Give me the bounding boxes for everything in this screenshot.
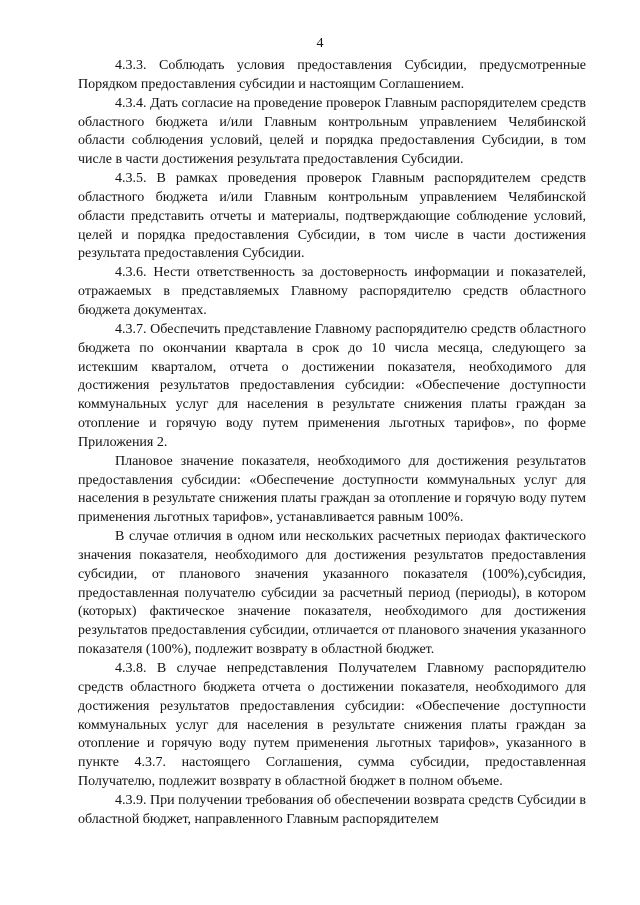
paragraph-4-3-7: 4.3.7. Обеспечить представление Главному распорядителю средств областного бюджета по окончании квартала в срок до 10 числа месяца, следующего за истекшим кварталом, отчета о достижении показателя, необходимого для достижения результатов предоставления субсидии: «Обеспечение доступности коммунальных услуг для населения в результате снижения платы граждан за отопление и горячую воду путем применения льготных тарифов», по форме Приложения 2.: [78, 321, 586, 450]
paragraph-4-3-3: 4.3.3. Соблюдать условия предоставления Субсидии, предусмотренные Порядком предоставления субсидии и настоящим Соглашением.: [78, 58, 586, 92]
document-body: [78, 57, 586, 830]
paragraph-deviation-case: В случае отличия в одном или нескольких расчетных периодах фактического значения показателя, необходимого для достижения результатов предоставления субсидии, от планового значения указанного показателя (100%),субсидия, предоставленная получателю субсидии за расчетный период (периоды), в котором (которых) фактическое значение показателя, необходимого для достижения результатов предоставления субсидии, отличается от планового значения указанного показателя (100%), подлежит возврату в областной бюджет.: [78, 529, 586, 658]
page-number: 4: [316, 36, 324, 51]
paragraph-4-3-6: 4.3.6. Нести ответственность за достоверность информации и показателей, отражаемых в представляемых Главному распорядителю средств областного бюджета документах.: [78, 265, 586, 318]
paragraph-4-3-5: 4.3.5. В рамках проведения проверок Главным распорядителем средств областного бюджета и/или Главным контрольным управлением Челябинской области представить отчеты и материалы, подтверждающие соблюдение условий, целей и порядка предоставления Субсидии, в том числе в части достижения результата предоставления Субсидии.: [78, 171, 586, 262]
paragraph-4-3-4: 4.3.4. Дать согласие на проведение проверок Главным распорядителем средств областного бюджета и/или Главным контрольным управлением Челябинской области соблюдения условий, целей и порядка предоставления Субсидии, в том числе в части достижения результата предоставления Субсидии.: [78, 95, 586, 168]
paragraph-planned-value: Плановое значение показателя, необходимого для достижения результатов предоставления субсидии: «Обеспечение доступности коммунальных услуг для населения в результате снижения платы граждан за отопление и горячую воду путем применения льготных тарифов», устанавливается равным 100%.: [78, 453, 586, 526]
paragraph-4-3-8: 4.3.8. В случае непредставления Получателем Главному распорядителю средств областного бюджета отчета о достижении показателя, необходимого для достижения результатов предоставления субсидии: «Обеспечение доступности коммунальных услуг для населения в результате снижения платы граждан за отопление и горячую воду путем применения льготных тарифов», указанного в пункте 4.3.7. настоящего Соглашения, сумма субсидии, предоставленная Получателю, подлежит возврату в областной бюджет в полном объеме.: [78, 661, 586, 790]
paragraph-4-3-9: 4.3.9. При получении требования об обеспечении возврата средств Субсидии в областной бюджет, направленного Главным распорядителем: [78, 792, 586, 827]
